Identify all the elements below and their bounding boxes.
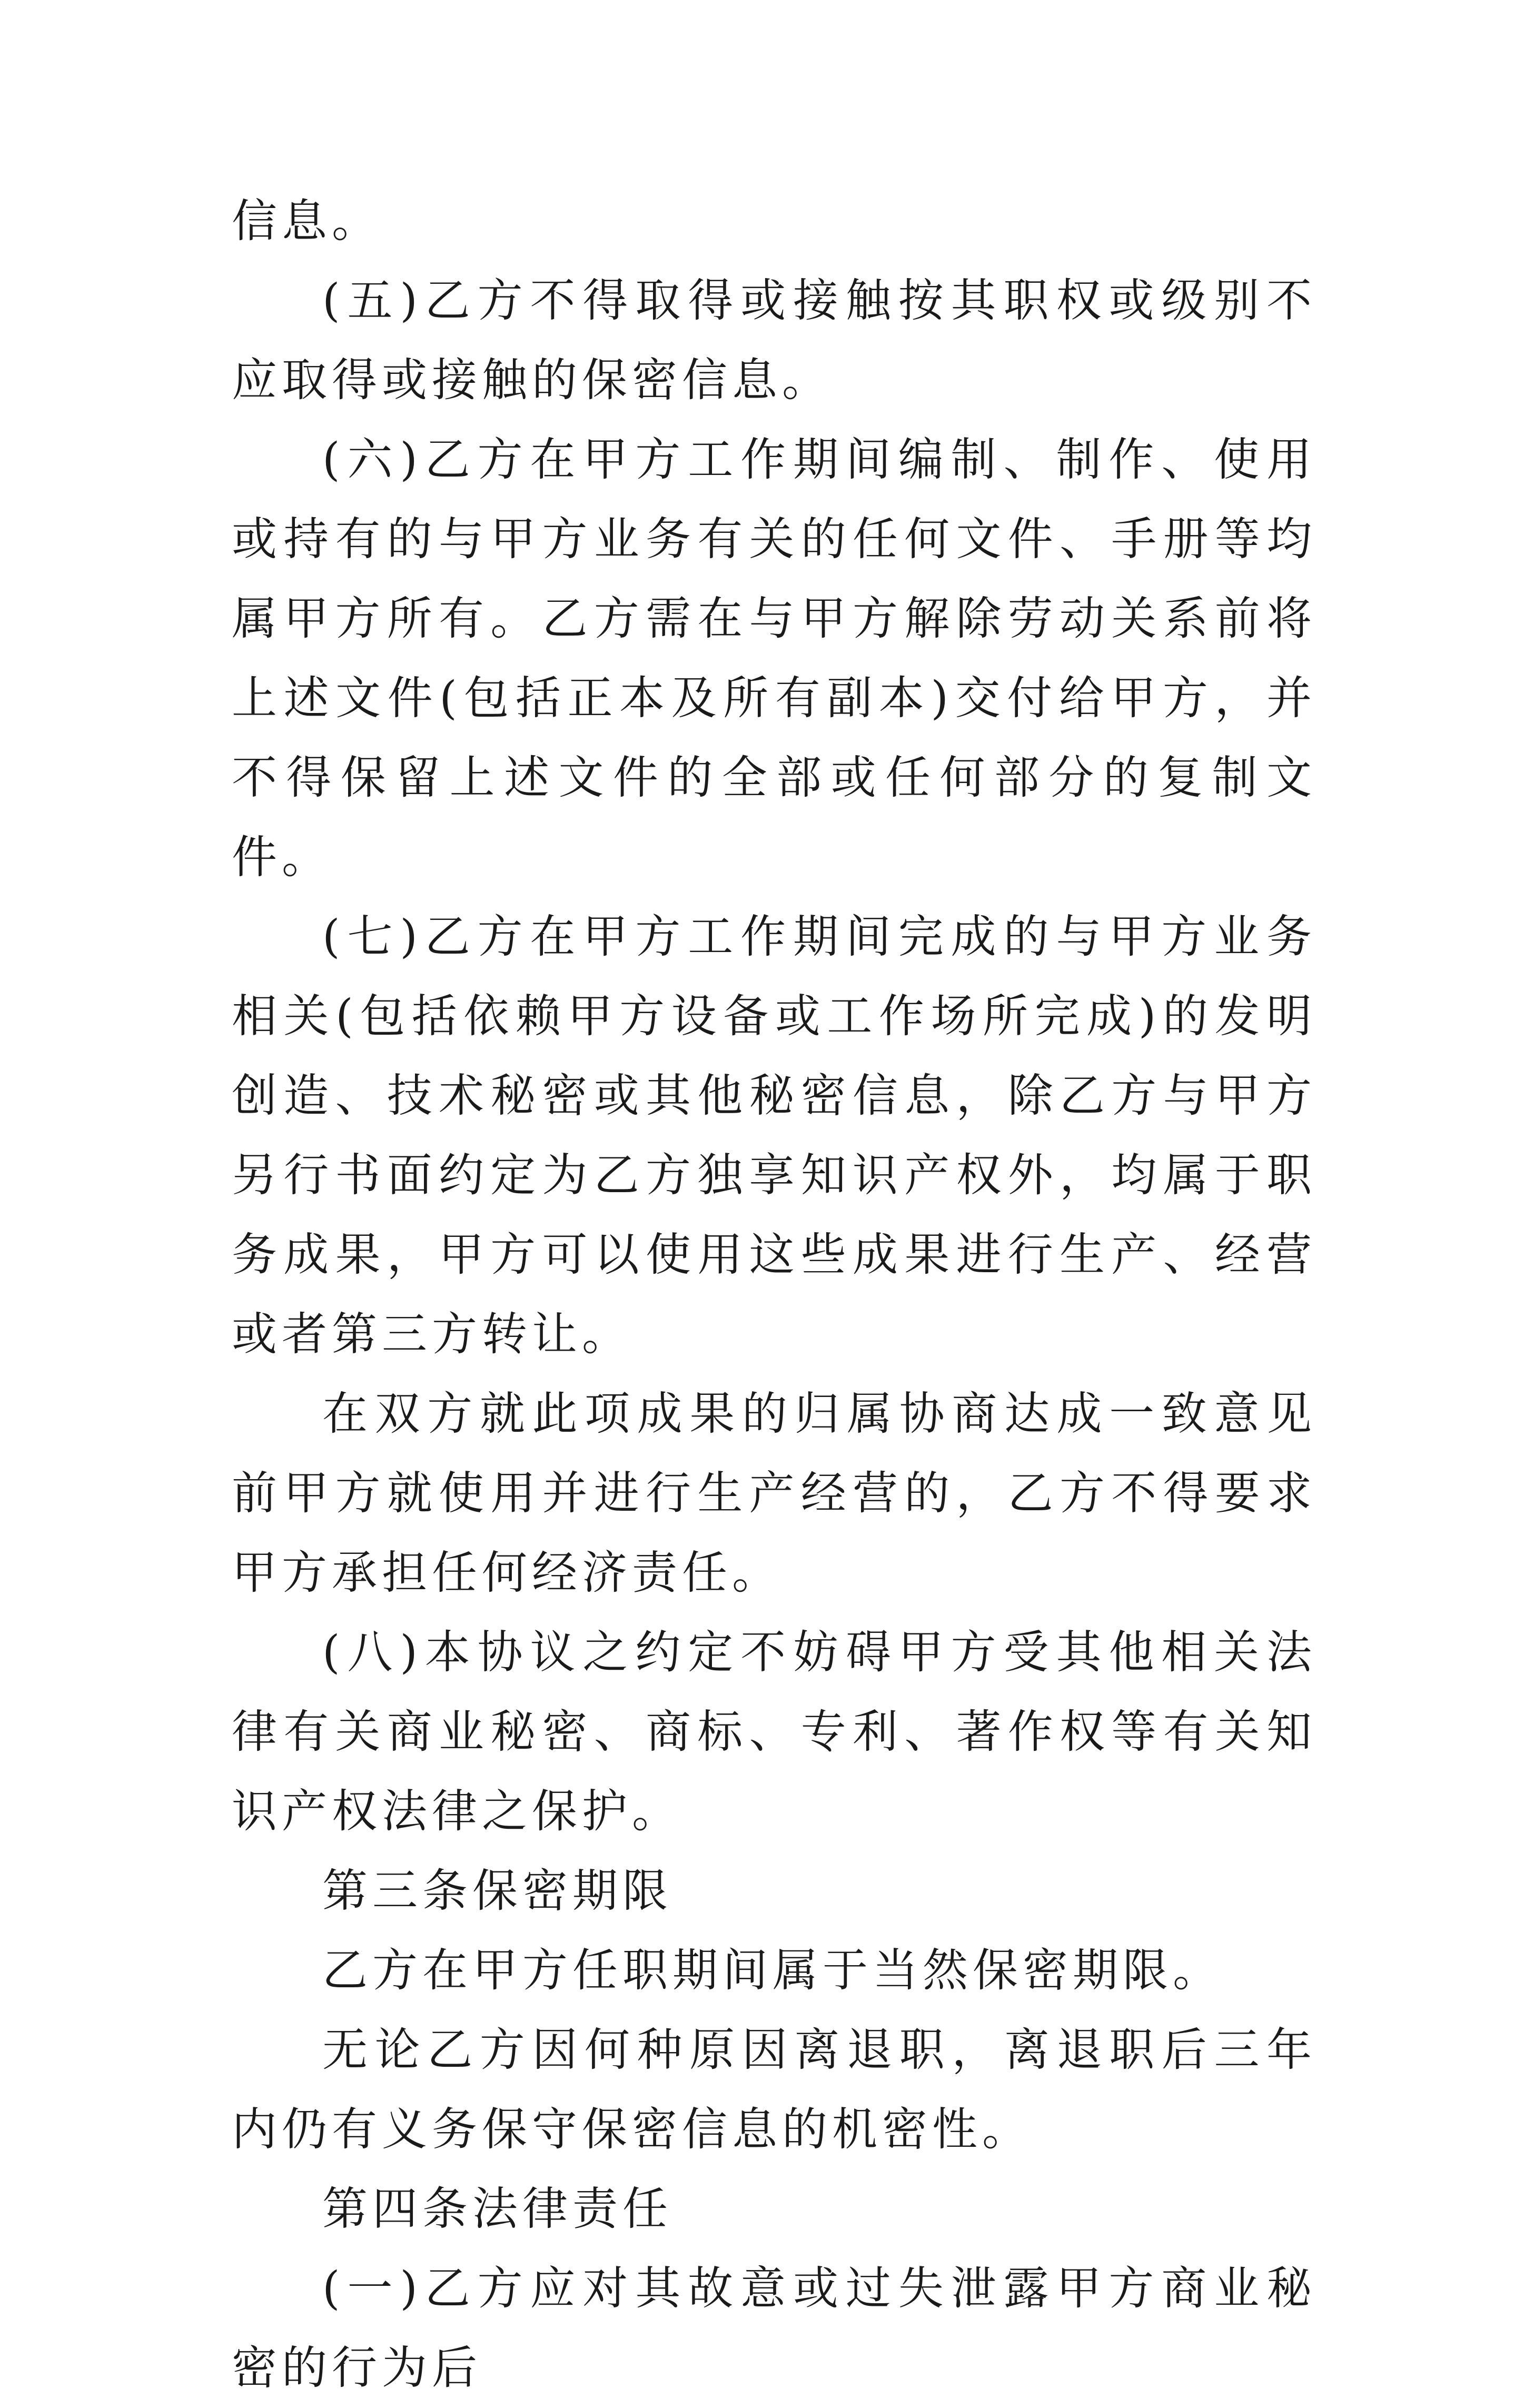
- paragraph-confidentiality-term: 乙方在甲方任职期间属于当然保密期限。: [322, 1944, 1223, 1997]
- section-heading-article-4: 第四条法律责任: [322, 2183, 672, 2235]
- paragraph-item-8: (八)本协议之约定不妨碍甲方受其他相关法律有关商业秘密、商标、专利、著作权等有关知识产权法律之保护。: [232, 1626, 1317, 1838]
- body-text: [232, 182, 1317, 2408]
- paragraph-item-7: (七)乙方在甲方工作期间完成的与甲方业务相关(包括依赖甲方设备或工作场所完成)的发明创造、技术秘密或其他秘密信息，除乙方与甲方另行书面约定为乙方独享知识产权外，均属于职务成果，甲方可以使用这些成果进行生产、经营或者第三方转让。: [232, 910, 1317, 1361]
- section-heading-article-3: 第三条保密期限: [322, 1865, 672, 1917]
- paragraph-post-employment-term: 无论乙方因何种原因离退职，离退职后三年内仍有义务保守保密信息的机密性。: [232, 2024, 1317, 2156]
- paragraph-item-5: (五)乙方不得取得或接触按其职权或级别不应取得或接触的保密信息。: [232, 274, 1317, 407]
- paragraph-item-6: (六)乙方在甲方工作期间编制、制作、使用或持有的与甲方业务有关的任何文件、手册等均属甲方所有。乙方需在与甲方解除劳动关系前将上述文件(包括正本及所有副本)交付给甲方，并不得保留上述文件的全部或任何部分的复制文件。: [232, 433, 1317, 884]
- paragraph-item-7-supplement: 在双方就此项成果的归属协商达成一致意见前甲方就使用并进行生产经营的，乙方不得要求甲方承担任何经济责任。: [232, 1388, 1317, 1599]
- paragraph-liability-item-1: (一)乙方应对其故意或过失泄露甲方商业秘密的行为后: [232, 2262, 1317, 2394]
- paragraph-continuation: 信息。: [232, 195, 382, 247]
